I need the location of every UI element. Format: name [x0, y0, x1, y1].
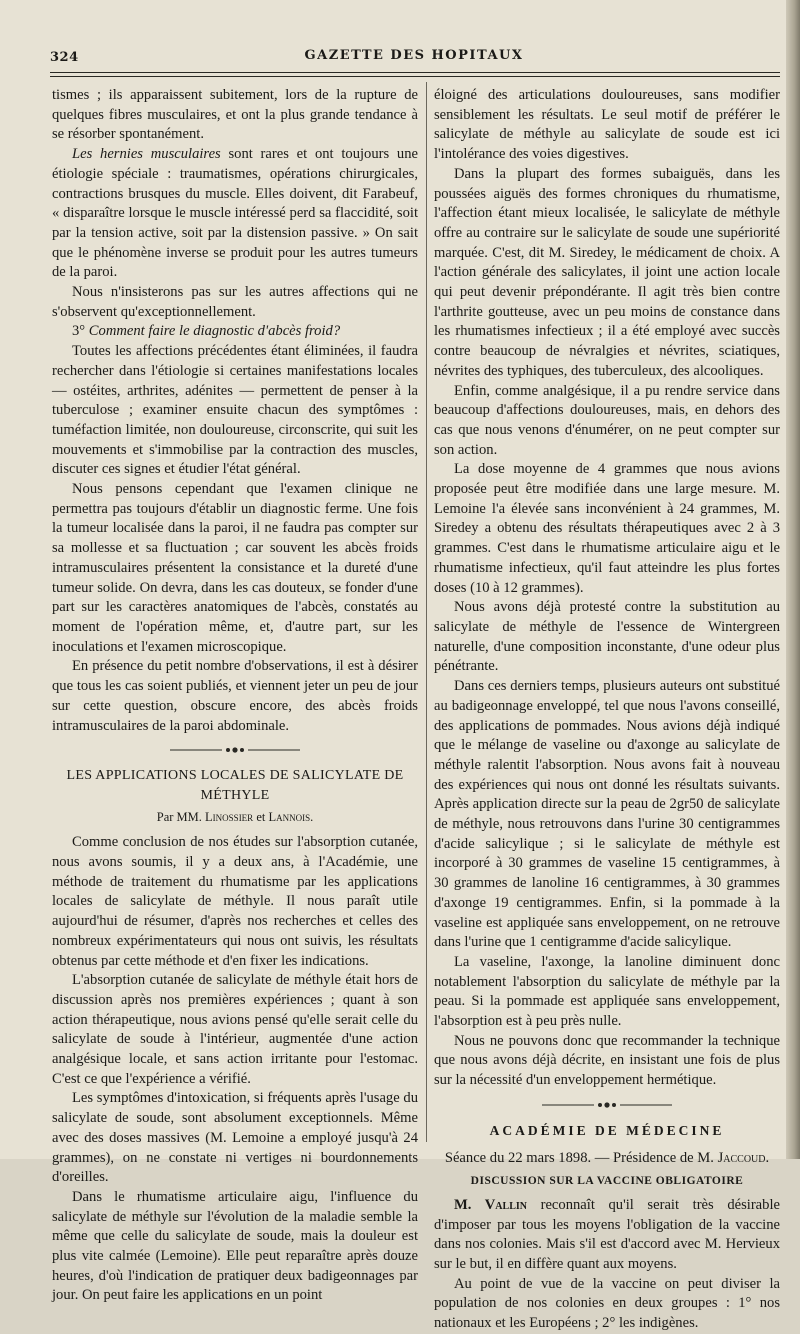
speaker-name: M. Vallin: [454, 1196, 527, 1213]
paragraph: La vaseline, l'axonge, la lanoline diminuent donc notablement l'absorption du salicylate de méthyle par la peau. Si la pommade est appliquée sans enveloppement, l'absorption est à peu près nulle.: [434, 953, 780, 1030]
byline-prefix: Par MM.: [156, 809, 206, 824]
inline-label: Les hernies musculaires: [72, 146, 221, 163]
paragraph: Nous pensons cependant que l'examen clinique ne permettra pas toujours d'établir un diagnostic ferme. Une fois la tumeur localisée dans la paroi, il ne faudra pas compter sur sa mollesse et sa fluctuation ; car souvent les abcès froids intramusculaires présentent la consistance et la dureté d'une tumeur solide. On devra, dans les cas douteux, se fonder d'une part sur les caractères anatomiques de l'abcès, constatés au moment de l'opération même, et, d'autre part, sur les inoculations et l'examen microscopique.: [52, 481, 418, 655]
page-number: 324: [50, 50, 79, 65]
paragraph: Nous ne pouvons donc que recommander la technique que nous avons déjà décrite, en insistant une fois de plus sur la nécessité d'un enveloppement hermétique.: [434, 1032, 780, 1089]
session-line: [434, 1149, 780, 1169]
session-text: Séance du 22 mars 1898. — Présidence de M.: [444, 1149, 718, 1166]
paragraph: Comme conclusion de nos études sur l'absorption cutanée, nous avons soumis, il y a deux ans, à l'Académie, une méthode de traitement du rhumatisme par les applications locales de salicylate de méthyle. Il nous paraît utile aujourd'hui de résumer, d'après nos recherches et celles des nombreux expérimentateurs qui nous ont suivis, les résultats obtenus par cette méthode et d'en fixer les indications.: [52, 834, 418, 969]
section-subheading-text: Comment faire le diagnostic d'abcès froid?: [88, 323, 341, 340]
president-name: Jaccoud.: [717, 1149, 770, 1166]
author-name: Lannois.: [268, 809, 314, 824]
right-column: [434, 86, 780, 1332]
paragraph-text: reconnaît qu'il serait très désirable d'imposer par tous les moyens l'obligation de la vaccine dans nos colonies. Mais s'il est d'accord avec M. Hervieux sur le but, il en diffère quant aux moyens.: [434, 1196, 780, 1273]
paragraph: éloigné des articulations douloureuses, sans modifier sensiblement les résultats. Le seul motif de préférer le salicylate de méthyle au salicylate de soude est ici l'intolérance des voies digestives.: [434, 87, 780, 163]
section-number: 3°: [72, 323, 89, 340]
paragraph: Nous avons déjà protesté contre la substitution au salicylate de méthyle de l'essence de Wintergreen naturelle, d'une composition inconstante, d'une odeur plus pénétrante.: [434, 599, 780, 675]
paragraph: En présence du petit nombre d'observations, il est à désirer que tous les cas soient publiés, et viennent jeter un peu de jour sur cette question, obscure encore, des abcès froids intramusculaires de la paroi abdominale.: [52, 658, 418, 734]
byline-conjunction: et: [253, 809, 269, 824]
paragraph: La dose moyenne de 4 grammes que nous avions proposée peut être modifiée dans une large mesure. M. Lemoine l'a élevée sans inconvénient à 24 grammes, M. Siredey a obtenu des résultats thérapeutiques avec 2 à 3 grammes. C'est dans le rhumatisme articulaire aigu et le rhumatisme infectieux, qu'il faut atteindre les plus fortes doses (10 à 12 grammes).: [434, 461, 780, 596]
paragraph: Nous n'insisterons pas sur les autres affections qui ne s'observent qu'exceptionnellement.: [52, 284, 418, 320]
paragraph: Dans la plupart des formes subaiguës, dans les poussées aiguës des formes chroniques du rhumatisme, l'affection étant mieux localisée, le salicylate de méthyle offre au contraire sur le salicylate de soude une supériorité marquée. C'est, dit M. Siredey, le médicament de choix. A l'action générale des salicylates, il joint une action locale qui peut devenir prépondérante. Il agit très bien contre l'arthrite goutteuse, avec un peu moins de constance dans les rhumatismes infectieux ; il a été employé avec succès contre beaucoup de névralgies et névrites, sciatiques, névrites des typhiques, des tuberculeux, des alcooliques.: [434, 165, 780, 379]
paragraph: Au point de vue de la vaccine on peut diviser la population de nos colonies en deux groupes : 1° nos nationaux et les Européens ; 2° les indigènes.: [434, 1275, 780, 1332]
section-subheading: [52, 322, 418, 342]
article-title: LES APPLICATIONS LOCALES DE SALICYLATE DE MÉTHYLE: [66, 768, 404, 803]
column-divider: [426, 82, 427, 1142]
ornamental-rule: [542, 1101, 672, 1109]
byline: [52, 808, 418, 828]
journal-title: GAZETTE DES HOPITAUX: [304, 48, 524, 63]
header-rule: [50, 72, 780, 77]
paragraph: [52, 145, 418, 283]
paragraph: L'absorption cutanée de salicylate de méthyle était hors de discussion après nos premières expériences ; quant à son action thérapeutique, nous avions pensé qu'elle serait celle du salicylate de soude à l'intérieur, augmentée d'une action analgésique locale, et sans action irritante pour l'estomac. C'est ce que l'expérience a vérifié.: [52, 972, 418, 1087]
paragraph: [434, 1196, 780, 1275]
ornamental-rule: [170, 746, 300, 754]
paragraph: Dans le rhumatisme articulaire aigu, l'influence du salicylate de méthyle sur l'évolution de la maladie semble la même que celle du salicylate de soude, mais la douleur est plus vite calmée (Lemoine). Elle peut reparaître après douze heures, d'où l'indication de pratiquer deux badigeonnages par jour. On peut faire les applications en un point: [52, 1188, 418, 1304]
page-header: [50, 46, 778, 68]
left-column: [52, 86, 418, 1304]
section-title: ACADÉMIE DE MÉDECINE: [489, 1122, 725, 1138]
paragraph: Les symptômes d'intoxication, si fréquents après l'usage du salicylate de soude, sont absolument exceptionnels. Même avec des doses massives (M. Lemoine a employé jusqu'à 24 grammes), on ne constate ni vertiges ni bourdonnements d'oreilles.: [52, 1090, 418, 1186]
author-name: Linossier: [205, 809, 254, 824]
paragraph: Dans ces derniers temps, plusieurs auteurs ont substitué au badigeonnage enveloppé, tel que nous l'avons conseillé, des applications de pommades. Nous avions déjà indiqué que le mélange de vaseline ou d'axonge au salicylate de méthyle ralentit l'absorption. Nous avons fait à nouveau des expériences qui nous ont donné les résultats suivants. Après application directe sur la peau de 2gr50 de salicylate de méthyle, nous retrouvons dans l'urine 30 centigrammes d'acide salicylique ; si le salicylate de méthyle est incorporé à 30 grammes de vaseline 15 centigrammes, à 30 grammes de lanoline 16 centigrammes, à 30 grammes d'axonge 19 centigrammes. Enfin, si la pommade à la vaseline est appliquée sans enveloppement, on ne retrouve dans l'urine que 1 centigramme d'acide salicylique.: [434, 678, 780, 951]
paragraph: Enfin, comme analgésique, il a pu rendre service dans beaucoup d'affections douloureuses, mais, en dehors des cas que nous venons d'énumérer, on ne peut compter sur son action.: [434, 382, 780, 458]
paragraph-text: sont rares et ont toujours une étiologie spéciale : traumatismes, opérations chirurgicales, contractions brusques du muscle. Elles doivent, dit Farabeuf, « disparaître lorsque le muscle intéressé perd sa flaccidité, soit par la tension active, soit par la distension passive. » On sait que le phénomène inverse se produit pour les autres tumeurs de la paroi.: [52, 146, 418, 281]
page-edge-shadow: [786, 0, 800, 1159]
paragraph: tismes ; ils apparaissent subitement, lors de la rupture de quelques fibres musculaires, et ont la plus grande tendance à se résorber spontanément.: [52, 87, 418, 143]
paragraph: Toutes les affections précédentes étant éliminées, il faudra rechercher dans l'étiologie si certaines manifestations locales — ostéites, arthrites, adénites — permettent de penser à la tuberculose ; examiner ensuite chacun des symptômes : tuméfaction limitée, non douloureuse, circonscrite, qui suit les mouvements et s'immobilise par la contraction des muscles, discuter ces signes et étudier l'état général.: [52, 343, 418, 478]
discussion-subheading: DISCUSSION SUR LA VACCINE OBLIGATOIRE: [470, 1175, 744, 1188]
